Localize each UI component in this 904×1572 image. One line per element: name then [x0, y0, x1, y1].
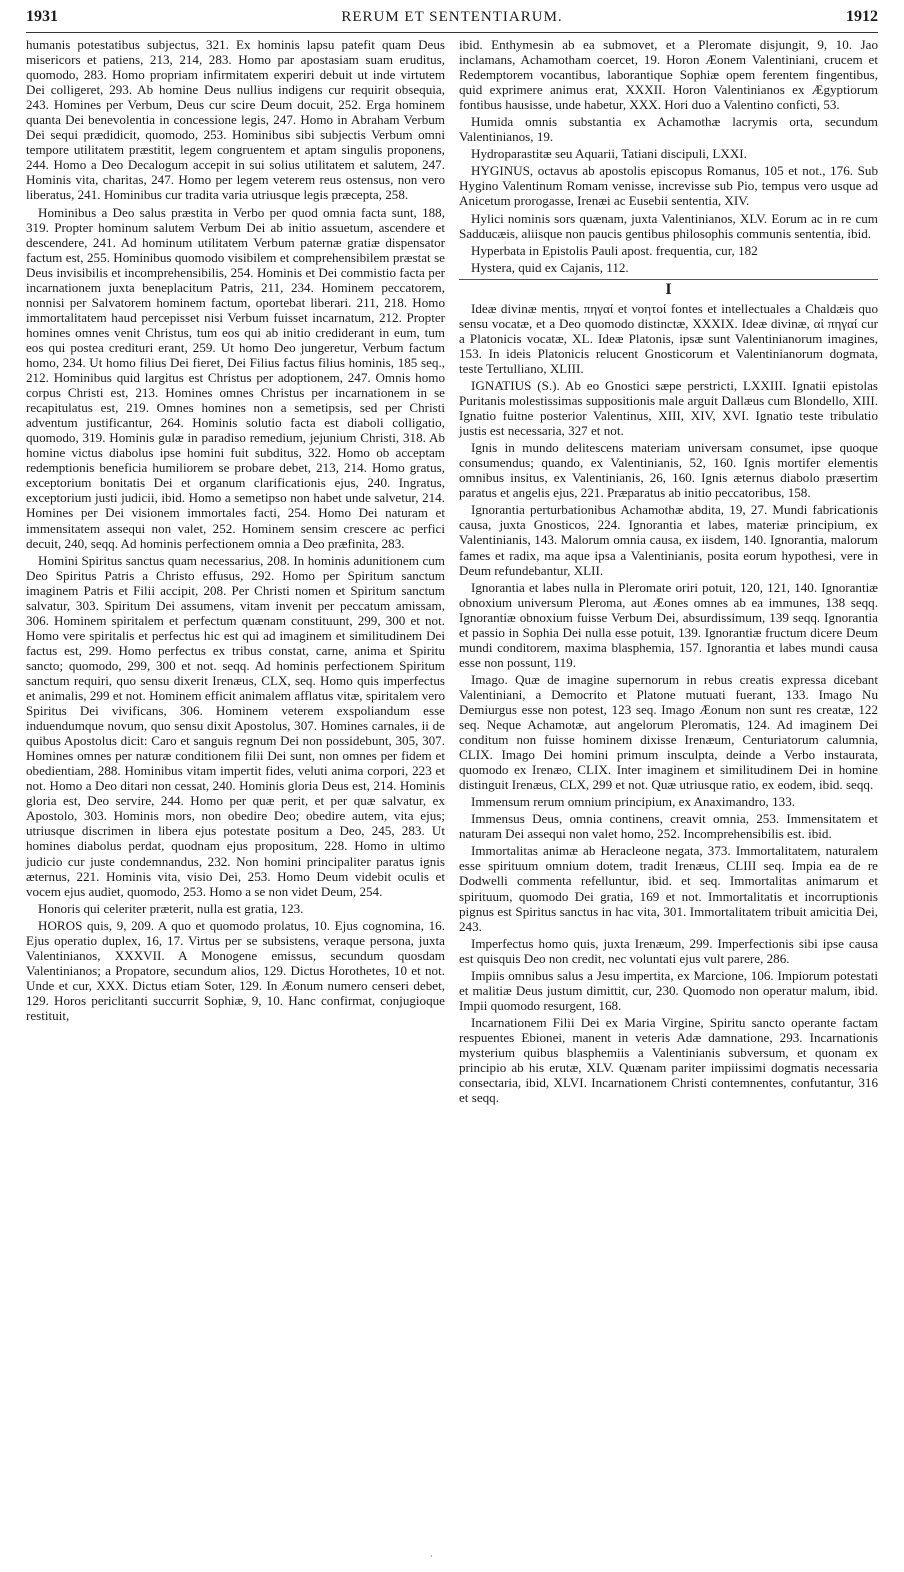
entry-homo-continued: humanis potestatibus subjectus, 321. Ex hominis lapsu patefit quam Deus misericors et patiens, 213, 214, 283. Homo par apostasiam suam eruditus, quomodo, 283. Homo propriam infirmitatem experiri debuit ut inde virtutem Dei colligeret, 293. Ab homine Deus nullius indigens cur requirit obsequia, 243. Homines per Verbum, Deus cur scire Deum docuit, 252. Erga hominem quanta Dei benevolentia in concessione legis, 247. Homo in Abraham Verbum Dei sequi prædidicit, quomodo, 253. Hominibus sibi subjectis Verbum omni tempore utilitatem præstitit, legem congruentem et aptam singulis proponens, 244. Homo a Deo Decalogum accepit in sui solius utilitatem et salutem, 247. Hominis vita, charitas, 247. Homo per legem veterem reus ostensus, non vero liberatus, 241. Hominibus cur tradita varia utriusque legis præcepta, 258. — [26, 37, 445, 203]
entry-impiis: Impiis omnibus salus a Jesu impertita, ex Marcione, 106. Impiorum potestati et malitiæ Deus justum dimittit, cur, 230. Quomodo non operatur malum, ibid. Impii quomodo resurgent, 168. — [459, 967, 878, 1013]
page-number-right: 1912 — [846, 8, 878, 25]
footer-dot: · — [430, 1552, 433, 1561]
entry-hydroparastitae: Hydroparastitæ seu Aquarii, Tatiani discipuli, LXXI. — [471, 146, 747, 162]
entry-honoris: Honoris qui celeriter præterit, nulla est gratia, 123. — [38, 900, 304, 916]
entry-ignatius: IGNATIUS (S.). Ab eo Gnostici sæpe perstricti, LXXIII. Ignatii epistolas Puritanis molestissimas suppositionis male arguit Dallæus cum Blondello, XIII. Ignatio fuitne posterior Valentinus, XIII, XIV, XVI. Ignatio teste tribulatio justis est necessaria, 327 et not. — [459, 377, 878, 439]
page-header — [26, 6, 878, 33]
running-title: RERUM ET SENTENTIARUM. — [341, 9, 563, 25]
entry-incarnationem: Incarnationem Filii Dei ex Maria Virgine, Spiritu sancto operante factam respuentes Ebionei, manent in veteris Adæ damnatione, 293. Incarnationis mysterium quibus blasphemiis a Valentinianis subversum, et quonam ex principio ab his erutæ, XLV. Quænam pariter impiissimi dogmatis necessaria consectaria, ibid, XLVI. Incarnationem Christi contemnentes, confutantur, 316 et seqq. — [459, 1014, 878, 1106]
entry-immensus: Immensus Deus, omnia continens, creavit omnia, 253. Immensitatem et naturam Dei assequi non valet homo, 252. Incomprehensibilis est. ibid. — [459, 811, 878, 842]
page-number-left: 1931 — [26, 8, 58, 25]
entry-hystera: Hystera, quid ex Cajanis, 112. — [471, 259, 629, 275]
entry-ignorantia: Ignorantia perturbationibus Achamothæ abdita, 19, 27. Mundi fabricationis causa, juxta Gnosticos, 224. Ignorantia et labes, materiæ principium, ex Valentinianis, 143. Malorum omnia causa, ex iisdem, 140. Ignorantia, malorum fames et radix, ma aque ipsa a Valentinianis, posita eorum hypothesi, vere in Deum refundebantur, XLII. — [459, 502, 878, 578]
entry-horos: HOROS quis, 9, 209. A quo et quomodo prolatus, 10. Ejus cognomina, 16. Ejus operatio duplex, 16, 17. Virtus per se subsistens, veraque persona, juxta Valentinianos, XXXVII. A Monogene emissus, secundum quosdam Valentinianos; a Propatore, secundum alios, 129. Dictus Horothetes, 10 et not. Unde et cur, XXX. Dictus etiam Soter, 129. In Æonum numero censeri debet, 129. Horos periclitanti succurrit Sophiæ, 9, 10. Hanc confirmat, conjugioque restituit, — [26, 917, 445, 1023]
index-columns — [26, 37, 878, 1107]
left-column — [26, 37, 445, 1107]
entry-hylici: Hylici nominis sors quænam, juxta Valentinianos, XLV. Eorum ac in re cum Sadducæis, aliisque non paucis gentibus philosophis communis sententia, ibid. — [459, 210, 878, 241]
entry-homini-spiritus: Homini Spiritus sanctus quam necessarius, 208. In hominis adunitionem cum Deo Spiritus Patris a Christo effusus, 292. Homo per Spiritum sanctum imaginem Patris et Filii accipit, 208. Per Christi nomen et Spiritum sanctum salvatur, 303. Spiritum Dei assumens, vitam invenit per peccatum amissam, 306. Hominem spiritalem et perfectum quænam constituunt, 299, 300 et not. Homo vere spiritalis et perfectus hic est qui ad imaginem et similitudinem Dei factus est, 299. Homo perfectus ex tribus constat, carne, anima et Spiritu sancto; quomodo, 299, 300 et not. seqq. Ad hominis perfectionem Spiritum sanctum requiri, quo sensu dixerit Irenæus, CLX, seq. Homo quis imperfectus et animalis, 299 et not. Hominem efficit animalem afflatus vitæ, spiritalem vero Spiritus Dei vivificans, 306. Hominem veterem exspoliandum esse induendumque novum, quo sensu dixit Apostolus, 307. Homines carnales, ii de quibus Apostolus dicit: Caro et sanguis regnum Dei non possidebunt, 305, 307. Homines omnes per naturæ conditionem filii Dei sunt, non omnes per fidem et obedientiam, 288. Hominibus vitam impertit fides, veluti anima corpori, 223 et not. Homo a Deo ditari non cessat, 240. Hominis gloria Deus est, 214. Hominis gloria est, Deo servire, 244. Homo per quæ perit, et per quæ salvatur, ex Apostolo, 303. Hominis mors, non obedire Deo; obedire autem, vita ejus; utriusque discrimen in libera ejus potestate positum a Deo, 245, 283. Ut homines diabolus perdat, quodnam ejus propositum, 228. Homo in ultimo judicio cur juste condemnandus, 232. Non homini principaliter paratus ignis æternus, 221. Hominis vita, visio Dei, 253. Homo Deum videbit oculis et vocem ejus audiet, quomodo, 253. Homo a se non videt Deum, 254. — [26, 552, 445, 899]
entry-hominibus-salus: Hominibus a Deo salus præstita in Verbo per quod omnia facta sunt, 188, 319. Propter hominum salutem Verbum Dei ab initio assuetum, ascendere et descendere, 241. Ad hominum utilitatem Verbum paternæ gratiæ dispensator factum est, 255. Hominibus quomodo visibilem et comprehensibilem præstat se Deus invisibilis et incomprehensibilis, 254. Hominis et Dei commistio facta per incarnationem juxta beneplacitum Patris, 211, 234. Hominem peccatorem, nonnisi per Salvatorem hominem factum, oportebat liberari. 211, 218. Homo immortalitatem haud percepisset nisi Verbum fuisset incarnatum, 212. Propter homines omnes venit Christus, tum eos qui ab initio crediderant in eum, tum eos qui postea credituri erant, 259. Ut homo Deo jungeretur, Verbum factum homo, 234. Ut homo filius Dei fieret, Dei Filius factus filius hominis, 185 seq., 212. Hominibus quid largitus est Christus per adoptionem, 247. Omnis homo corpus Christi est, 213. Homines omnes Christus per incarnationem in se recapitulatus est, 219. Omnes homines non a semetipsis, sed per Christi adventum justificantur, 264. Hominis solutio facta est diaboli colligatio, quomodo, 319. Hominis gulæ in paradiso remedium, jejunium Christi, 318. Ab homine victus diabolus ipse homini fuit subditus, 322. Homo ob acceptam redemptionis beneficia humiliorem se probare debet, 213, 214. Homo gratus, exceptorium bonitatis Dei et organum clarificationis ejus, 240. Ingratus, exceptorium justi judicii, ibid. Homo a semetipso non habet unde salvetur, 214. Homines per Dei visionem immortales facti, 254. Homo Dei naturam et immensitatem assequi non valet, 252. Hominem sensim crescere ac perfici decuit, 240, seqq. Ad hominis perfectionem omnia a Deo præfinita, 283. — [26, 204, 445, 551]
right-column — [459, 37, 878, 1107]
entry-humida: Humida omnis substantia ex Achamothæ lacrymis orta, secundum Valentinianos, 19. — [459, 114, 878, 145]
section-letter-heading: I — [459, 279, 878, 297]
entry-ideae: Ideæ divinæ mentis, πηγαί et νοητοί fontes et intellectuales a Chaldæis quo sensu vocatæ, et a Deo quomodo distinctæ, XXXIX. Ideæ divinæ, αἱ πηγαί cur a Platonicis vocatæ, XL. Ideæ Platonis, ipsæ sunt Valentinianorum imagines, 153. In ideis Platonicis relucent Gnosticorum et Valentinianorum dogmata, teste Tertulliano, XLIII. — [459, 300, 878, 376]
entry-immortalitas: Immortalitas animæ ab Heracleone negata, 373. Immortalitatem, naturalem esse spirituum omnium dotem, tradit Irenæus, CLIII seq. Impia ea de re Dodwelli commenta refelluntur, ibid. et seq. Immortalitas animarum et spirituum, quomodo Dei gratia, 169 et not. Immortalitatis et incorruptionis pignus est Spiritus sanctus in hac vita, 301. Immortalitatem tribuit amicitia Dei, 243. — [459, 843, 878, 934]
entry-ignorantia-labes: Ignorantia et labes nulla in Pleromate oriri potuit, 120, 121, 140. Ignorantiæ obnoxium universum Pleroma, aut Æones omnes ab ea immunes, 138 seqq. Ignorantiæ obnoxium fuisse Verbum Dei, absurdissimum, 139 seqq. Ignorantia et passio in Sophia Dei nulla esse potuit, 139. Ignorantiæ fructum dicere Deum mundi conditorem, maxima blasphemia, 157. Ignorantia et labes mundi causa esse non possunt, 119. — [459, 579, 878, 670]
entry-immensum: Immensum rerum omnium principium, ex Anaximandro, 133. — [471, 794, 796, 810]
entry-hyperbata: Hyperbata in Epistolis Pauli apost. frequentia, cur, 182 — [471, 242, 758, 258]
entry-imago: Imago. Quæ de imagine supernorum in rebus creatis expressa dicebant Valentiniani, a Democrito et Platone mutuati fuerant, 133. Imago Nu Demiurgus esse non potest, 123 seq. Imago Æonum non sunt res creatæ, 122 seq. Neque Achamotæ, aut angelorum Pleromatis, 124. Ad imaginem Dei conditum non fuisse hominem dixisse Irenæum, Centuriatorum calumnia, CLIX. Imago Dei homini primum insculpta, deinde a Verbo instaurata, quomodo ex Irenæo, CLIX. Inter imaginem et similitudinem Dei in homine distinguit Irenæus, CLX, 299 et not. Quæ utriusque ratio, ex eodem, ibid. seqq. — [459, 671, 878, 793]
entry-imperfectus: Imperfectus homo quis, juxta Irenæum, 299. Imperfectionis sibi ipse causa est quisquis Deo non credit, nec voluntati ejus vult parere, 286. — [459, 935, 878, 966]
entry-ignis: Ignis in mundo delitescens materiam universam consumet, ipse quoque consumendus; quando, ex Valentinianis, 52, 160. Ignis mortifer elementis omnibus insitus, ex Valentinianis, 26, 160. Ignis æternus diabolo præsertim paratus et angelis ejus, 221. Præparatus ab initio peccatoribus, 158. — [459, 440, 878, 501]
entry-hyginus: HYGINUS, octavus ab apostolis episcopus Romanus, 105 et not., 176. Sub Hygino Valentinum Romam venisse, increvisse sub Pio, tempus vero usque ad Anicetum prorogasse, Irenæi ac Eusebii sententia, XIV. — [459, 163, 878, 209]
entry-horos-continued: ibid. Enthymesin ab ea submovet, et a Pleromate disjungit, 9, 10. Jao inclamans, Achamotham coercet, 19. Horon Æonem Valentiniani, crucem et Redemptorem vocantibus, laborantique Sophiæ opem ferentem fingentibus, quid exprimere animus erat, XXXII. Horon Valentinianos ex Ægyptiorum fontibus hausisse, unde habetur, XXX. Hori duo a Valentino conficti, 53. — [459, 37, 878, 113]
